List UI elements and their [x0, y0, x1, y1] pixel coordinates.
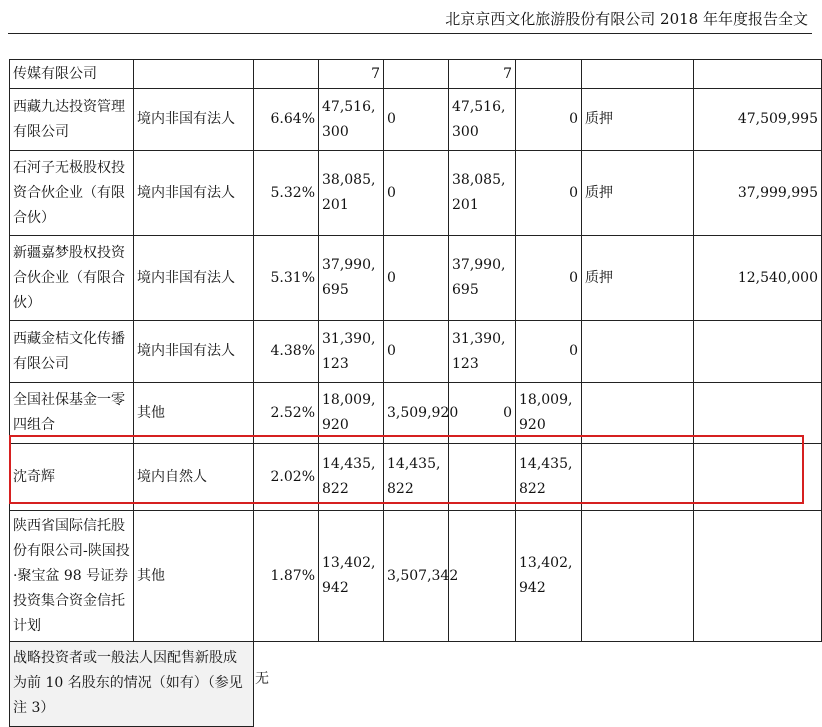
table-row-note [10, 642, 822, 727]
pledge-count [694, 383, 822, 444]
total-shares: 13,402,942 [319, 511, 384, 642]
restricted-shares: 7 [449, 60, 516, 89]
page-header [0, 0, 812, 34]
holder-nature [134, 60, 254, 89]
restricted-shares [449, 511, 516, 642]
holding-ratio: 2.02% [254, 444, 319, 511]
holder-nature: 其他 [134, 511, 254, 642]
restricted-shares: 47,516,300 [449, 89, 516, 151]
period-change [384, 60, 449, 89]
period-change: 0 [384, 151, 449, 236]
total-shares: 38,085,201 [319, 151, 384, 236]
pledge-count [694, 60, 822, 89]
header-title: 北京京西文化旅游股份有限公司 2018 年年度报告全文 [445, 10, 808, 28]
period-change: 14,435,822 [384, 444, 449, 511]
pledge-status: 质押 [582, 151, 694, 236]
period-change: 0 [384, 89, 449, 151]
holding-ratio: 5.31% [254, 236, 319, 321]
restricted-shares: 37,990,695 [449, 236, 516, 321]
holder-nature: 其他 [134, 383, 254, 444]
unrestricted-shares: 0 [516, 321, 582, 383]
total-shares: 47,516,300 [319, 89, 384, 151]
pledge-count [694, 511, 822, 642]
holder-name: 陕西省国际信托股份有限公司-陕国投·聚宝盆 98 号证券投资集合资金信托计划 [10, 511, 134, 642]
holder-nature: 境内非国有法人 [134, 151, 254, 236]
unrestricted-shares: 0 [516, 89, 582, 151]
pledge-status: 质押 [582, 89, 694, 151]
holder-nature: 境内自然人 [134, 444, 254, 511]
holder-name: 传媒有限公司 [10, 60, 134, 89]
holding-ratio [254, 60, 319, 89]
holder-name: 新疆嘉梦股权投资合伙企业（有限合伙） [10, 236, 134, 321]
unrestricted-shares: 13,402,942 [516, 511, 582, 642]
shareholder-table [9, 59, 822, 727]
pledge-status [582, 383, 694, 444]
holder-nature: 境内非国有法人 [134, 236, 254, 321]
holder-name: 全国社保基金一零四组合 [10, 383, 134, 444]
holder-name: 沈奇辉 [10, 444, 134, 511]
holder-name: 西藏金桔文化传播有限公司 [10, 321, 134, 383]
note-empty-cell [254, 642, 822, 727]
table-row [10, 321, 822, 383]
holding-ratio: 5.32% [254, 151, 319, 236]
holder-name: 石河子无极股权投资合伙企业（有限合伙） [10, 151, 134, 236]
pledge-count [694, 444, 822, 511]
pledge-status [582, 60, 694, 89]
holding-ratio: 4.38% [254, 321, 319, 383]
period-change: 0 [384, 321, 449, 383]
holder-nature: 境内非国有法人 [134, 321, 254, 383]
holder-nature: 境内非国有法人 [134, 89, 254, 151]
pledge-count: 12,540,000 [694, 236, 822, 321]
restricted-shares [449, 444, 516, 511]
pledge-status: 质押 [582, 236, 694, 321]
note-value: 无 [255, 671, 269, 687]
pledge-status [582, 511, 694, 642]
unrestricted-shares: 18,009,920 [516, 383, 582, 444]
total-shares: 31,390,123 [319, 321, 384, 383]
holding-ratio: 1.87% [254, 511, 319, 642]
unrestricted-shares: 14,435,822 [516, 444, 582, 511]
total-shares: 14,435,822 [319, 444, 384, 511]
unrestricted-shares: 0 [516, 151, 582, 236]
table-row [10, 89, 822, 151]
pledge-count [694, 321, 822, 383]
unrestricted-shares: 0 [516, 236, 582, 321]
table-row [10, 236, 822, 321]
pledge-count: 47,509,995 [694, 89, 822, 151]
strategic-investor-note-label: 战略投资者或一般法人因配售新股成为前 10 名股东的情况（如有）（参见注 3） [10, 642, 254, 727]
header-rule [8, 33, 812, 34]
table-row [10, 151, 822, 236]
restricted-shares: 31,390,123 [449, 321, 516, 383]
period-change: 3,507,342 [384, 511, 449, 642]
restricted-shares: 38,085,201 [449, 151, 516, 236]
pledge-count: 37,999,995 [694, 151, 822, 236]
total-shares: 7 [319, 60, 384, 89]
holding-ratio: 6.64% [254, 89, 319, 151]
holding-ratio: 2.52% [254, 383, 319, 444]
unrestricted-shares [516, 60, 582, 89]
table-row [10, 511, 822, 642]
period-change: 3,509,920 [384, 383, 449, 444]
table-row [10, 60, 822, 89]
total-shares: 37,990,695 [319, 236, 384, 321]
restricted-shares: 0 [449, 383, 516, 444]
table-row [10, 444, 822, 511]
period-change: 0 [384, 236, 449, 321]
total-shares: 18,009,920 [319, 383, 384, 444]
holder-name: 西藏九达投资管理有限公司 [10, 89, 134, 151]
table-row [10, 383, 822, 444]
pledge-status [582, 444, 694, 511]
pledge-status [582, 321, 694, 383]
